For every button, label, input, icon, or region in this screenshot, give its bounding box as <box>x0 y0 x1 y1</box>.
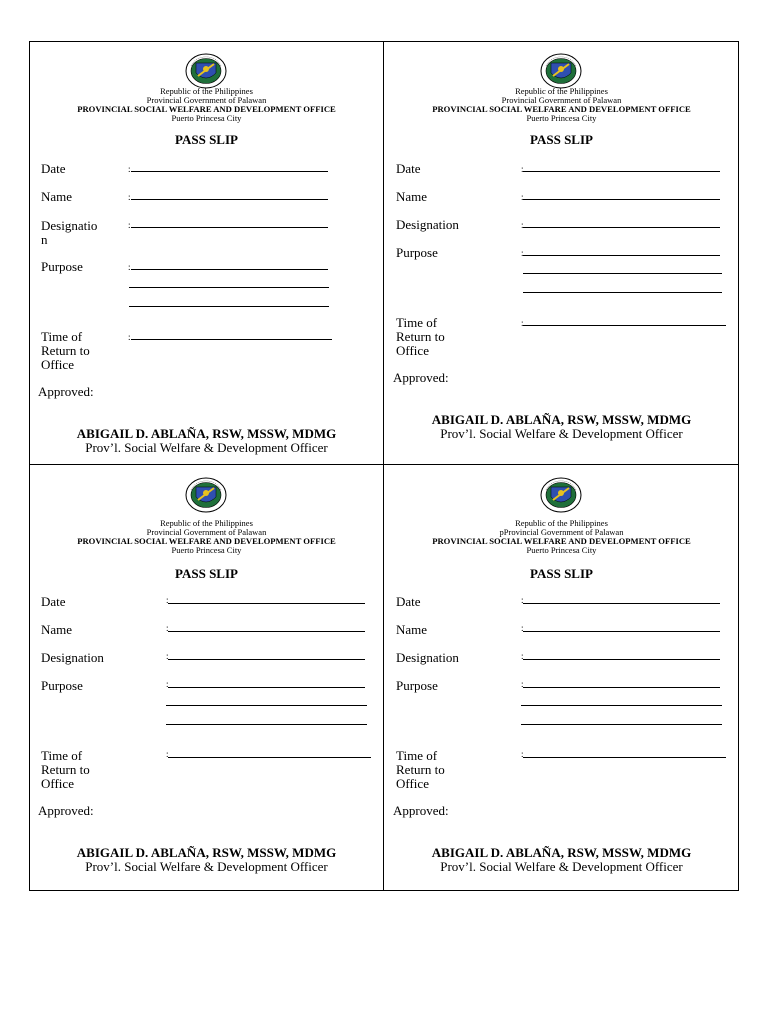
time-return-label-3: Office <box>396 776 429 791</box>
name-colon: : <box>166 623 169 633</box>
purpose-label: Purpose <box>396 678 438 693</box>
designation-label-a: Designatio <box>41 218 98 233</box>
slip-title: PASS SLIP <box>175 566 238 581</box>
designation-field-line[interactable] <box>523 659 720 660</box>
time-return-label-1: Time of <box>41 329 83 344</box>
date-field-line[interactable] <box>523 171 720 172</box>
purpose-field-line-3[interactable] <box>521 724 722 725</box>
name-colon: : <box>521 192 524 202</box>
time-return-label-1: Time of <box>41 748 83 763</box>
designation-label: Designation <box>41 650 104 665</box>
purpose-label: Purpose <box>396 245 438 260</box>
designation-field-line[interactable] <box>131 227 328 228</box>
header-republic: Republic of the Philippines <box>160 518 253 528</box>
name-label: Name <box>41 622 73 637</box>
purpose-field-line-2[interactable] <box>166 705 367 706</box>
header-city: Puerto Princesa City <box>171 545 242 555</box>
designation-label: Designation <box>396 650 459 665</box>
purpose-colon: : <box>128 262 131 272</box>
name-field-line[interactable] <box>523 631 720 632</box>
pass-slip-bottom-right <box>384 465 739 888</box>
slip-title: PASS SLIP <box>175 132 238 147</box>
time-return-field-line[interactable] <box>523 757 726 758</box>
palawan-seal-icon <box>539 477 583 513</box>
header-government: Provincial Government of Palawan <box>501 95 622 105</box>
date-colon: : <box>128 164 131 174</box>
time-return-label-2: Return to <box>396 762 445 777</box>
approved-label: Approved: <box>393 803 449 818</box>
name-label: Name <box>396 189 428 204</box>
time-return-colon: : <box>521 318 524 328</box>
time-return-label-1: Time of <box>396 748 438 763</box>
date-colon: : <box>166 595 169 605</box>
time-return-colon: : <box>521 749 524 759</box>
pass-slip-top-left <box>29 41 384 464</box>
header-office: PROVINCIAL SOCIAL WELFARE AND DEVELOPMENT OFFICE <box>77 104 336 114</box>
header-republic: Republic of the Philippines <box>515 518 608 528</box>
signatory-name: ABIGAIL D. ABLAÑA, RSW, MSSW, MDMG <box>431 412 692 427</box>
pass-slip-bottom-left <box>29 465 384 888</box>
purpose-field-line-2[interactable] <box>521 705 722 706</box>
date-field-line[interactable] <box>168 603 365 604</box>
purpose-colon: : <box>521 679 524 689</box>
purpose-colon: : <box>166 679 169 689</box>
designation-colon: : <box>521 651 524 661</box>
time-return-colon: : <box>128 332 131 342</box>
purpose-label: Purpose <box>41 259 83 274</box>
purpose-field-line-3[interactable] <box>166 724 367 725</box>
signatory-name: ABIGAIL D. ABLAÑA, RSW, MSSW, MDMG <box>76 845 337 860</box>
time-return-label-2: Return to <box>41 343 90 358</box>
header-office: PROVINCIAL SOCIAL WELFARE AND DEVELOPMENT OFFICE <box>432 536 691 546</box>
time-return-label-3: Office <box>396 343 429 358</box>
header-republic: Republic of the Philippines <box>160 86 253 96</box>
name-field-line[interactable] <box>168 631 365 632</box>
palawan-seal-icon <box>184 477 228 513</box>
signatory-position: Prov’l. Social Welfare & Development Officer <box>440 426 683 441</box>
date-label: Date <box>41 594 66 609</box>
approved-label: Approved: <box>393 370 449 385</box>
purpose-field-line-2[interactable] <box>523 273 722 274</box>
approved-label: Approved: <box>38 384 94 399</box>
time-return-label-2: Return to <box>396 329 445 344</box>
date-label: Date <box>396 161 421 176</box>
slip-title: PASS SLIP <box>530 566 593 581</box>
purpose-field-line-3[interactable] <box>523 292 722 293</box>
purpose-field-line-1[interactable] <box>131 269 328 270</box>
date-label: Date <box>41 161 66 176</box>
header-city: Puerto Princesa City <box>526 545 597 555</box>
purpose-field-line-1[interactable] <box>523 255 720 256</box>
date-field-line[interactable] <box>131 171 328 172</box>
header-office: PROVINCIAL SOCIAL WELFARE AND DEVELOPMENT OFFICE <box>432 104 691 114</box>
time-return-label-3: Office <box>41 357 74 372</box>
signatory-position: Prov’l. Social Welfare & Development Officer <box>440 859 683 874</box>
designation-colon: : <box>521 220 524 230</box>
designation-field-line[interactable] <box>523 227 720 228</box>
header-republic: Republic of the Philippines <box>515 86 608 96</box>
time-return-label-3: Office <box>41 776 74 791</box>
approved-label: Approved: <box>38 803 94 818</box>
pass-slip-top-right <box>384 41 739 464</box>
time-return-colon: : <box>166 749 169 759</box>
time-return-field-line[interactable] <box>523 325 726 326</box>
header-city: Puerto Princesa City <box>171 113 242 123</box>
purpose-field-line-2[interactable] <box>129 287 329 288</box>
time-return-label-2: Return to <box>41 762 90 777</box>
name-label: Name <box>396 622 428 637</box>
header-government: Provincial Government of Palawan <box>146 527 267 537</box>
name-field-line[interactable] <box>523 199 720 200</box>
name-field-line[interactable] <box>131 199 328 200</box>
signatory-position: Prov’l. Social Welfare & Development Officer <box>85 859 328 874</box>
date-colon: : <box>521 164 524 174</box>
slip-title: PASS SLIP <box>530 132 593 147</box>
signatory-name: ABIGAIL D. ABLAÑA, RSW, MSSW, MDMG <box>431 845 692 860</box>
purpose-field-line-1[interactable] <box>523 687 720 688</box>
header-city: Puerto Princesa City <box>526 113 597 123</box>
date-field-line[interactable] <box>523 603 720 604</box>
date-label: Date <box>396 594 421 609</box>
palawan-seal-icon <box>539 53 583 89</box>
time-return-label-1: Time of <box>396 315 438 330</box>
designation-label-b: n <box>41 232 48 247</box>
date-colon: : <box>521 595 524 605</box>
designation-field-line[interactable] <box>168 659 365 660</box>
header-government: pProvincial Government of Palawan <box>499 527 624 537</box>
palawan-seal-icon <box>184 53 228 89</box>
purpose-field-line-1[interactable] <box>168 687 365 688</box>
name-colon: : <box>128 192 131 202</box>
header-office: PROVINCIAL SOCIAL WELFARE AND DEVELOPMENT OFFICE <box>77 536 336 546</box>
signatory-position: Prov’l. Social Welfare & Development Officer <box>85 440 328 455</box>
name-colon: : <box>521 623 524 633</box>
signatory-name: ABIGAIL D. ABLAÑA, RSW, MSSW, MDMG <box>76 426 337 441</box>
name-label: Name <box>41 189 73 204</box>
purpose-field-line-3[interactable] <box>129 306 329 307</box>
designation-colon: : <box>166 651 169 661</box>
time-return-field-line[interactable] <box>131 339 332 340</box>
time-return-field-line[interactable] <box>168 757 371 758</box>
purpose-colon: : <box>521 248 524 258</box>
designation-label: Designation <box>396 217 459 232</box>
designation-colon: : <box>128 220 131 230</box>
header-government: Provincial Government of Palawan <box>146 95 267 105</box>
purpose-label: Purpose <box>41 678 83 693</box>
